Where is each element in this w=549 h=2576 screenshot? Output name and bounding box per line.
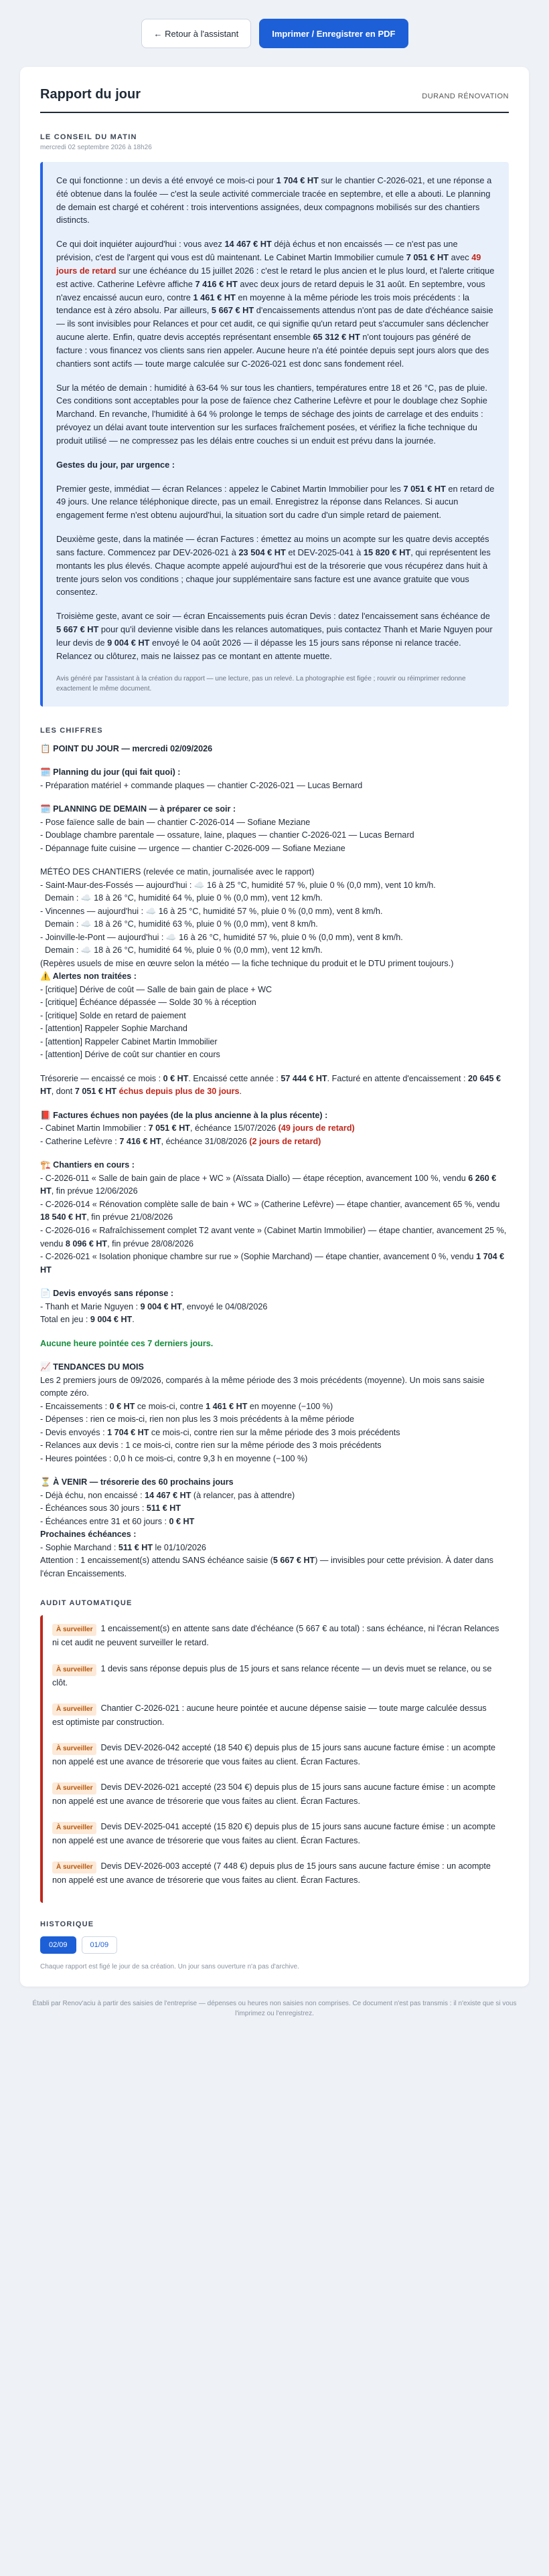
history-chips — [40, 1936, 509, 1954]
conseil-date: mercredi 02 septembre 2026 à 18h26 — [40, 144, 152, 151]
back-to-assistant-button[interactable]: ← Retour à l'assistant — [141, 19, 252, 48]
warning-badge: À surveiller — [52, 1861, 96, 1873]
list-item: Demain : ☁️ 18 à 26 °C, humidité 64 %, pluie 0 % (0,0 mm), vent 12 km/h. — [40, 893, 323, 903]
list-item: - Échéances sous 30 jours : 511 € HT — [40, 1503, 181, 1513]
advice-paragraph: Ce qui fonctionne : un devis a été envoyé ce mois-ci pour 1 704 € HT sur le chantier C-2026-021, et une réponse a été obtenue dans la foulée — c'est la seule activité commerciale tracée en septembre, et elle a abouti. Le planning de demain est chargé et cohérent : trois interventions assignées, deux compagnons mobilisés sur des chantiers distincts. — [56, 175, 492, 225]
historique-section-title: HISTORIQUE — [40, 1920, 94, 1929]
avenir-block — [40, 1476, 509, 1580]
planning-jour — [40, 766, 509, 792]
report-card — [20, 67, 529, 1987]
list-item: - C-2026-016 « Rafraîchissement complet T2 avant vente » (Cabinet Martin Immobilier) — étape chantier, avancement 25 %, vendu 8 096 € HT, fin prévue 28/08/2026 — [40, 1226, 509, 1249]
audit-item: À surveiller 1 devis sans réponse depuis plus de 15 jours et sans relance récente — un devis muet se relance, ou se clôt. — [52, 1663, 492, 1687]
advice-paragraph: Sur la météo de demain : humidité à 63-64 % sur tous les chantiers, températures entre 18 et 26 °C, pas de pluie. Ces conditions sont acceptables pour la pose de faïence chez Catherine Lefèvre et pour le doublage chez Sophie Marchand. En revanche, l'humidité à 64 % prolonge le temps de séchage des joints de carrelage et des enduits : prévoyez un délai avant toute intervention sur les surfaces fraîchement posées, et vérifiez la fiche technique du produit utilisé — ne compressez pas les délais entre couches si un enduit est prévu dans la journée. — [56, 382, 487, 446]
top-toolbar — [0, 0, 549, 67]
list-item: - Joinville-le-Pont — aujourd'hui : ☁️ 16 à 26 °C, humidité 57 %, pluie 0 % (0,0 mm), vent 8 km/h. — [40, 932, 403, 942]
audit-item: À surveiller 1 encaissement(s) en attente sans date d'échéance (5 667 € au total) : sans échéance, ni l'écran Relances ni cet audit ne peuvent surveiller le retard. — [52, 1624, 499, 1648]
advice-paragraph: Troisième geste, avant ce soir — écran Encaissements puis écran Devis : datez l'encaissement sans échéance de 5 667 € HT pour qu'il devienne visible dans les relances automatiques, puis contactez Thanh et Marie Nguyen pour leur devis de 9 004 € HT envoyé le 04 août 2026 — il dépasse les 15 jours sans réponse ni relance tracée. Relancez ou clôturez, mais ne laissez pas ce montant en attente muette. — [56, 611, 493, 661]
history-chip-current[interactable]: 02/09 — [40, 1936, 76, 1954]
audit-item: À surveiller Devis DEV-2025-041 accepté (15 820 €) depuis plus de 15 jours sans aucune facture émise : un acompte non appelé est une avance de trésorerie que vous faites au client. Écran Factures. — [52, 1822, 495, 1846]
planning-demain — [40, 803, 509, 855]
list-item: - C-2026-011 « Salle de bain gain de place + WC » (Aïssata Diallo) — étape réception, avancement 100 %, vendu 6 260 € HT, fin prévue 12/06/2026 — [40, 1173, 499, 1196]
list-item: - [attention] Rappeler Sophie Marchand — [40, 1024, 187, 1034]
pointage-line — [40, 1338, 509, 1351]
pointage-status: Aucune heure pointée ces 7 derniers jours. — [40, 1338, 214, 1348]
list-item: - Encaissements : 0 € HT ce mois-ci, contre 1 461 € HT en moyenne (−100 %) — [40, 1401, 333, 1411]
meteo-title: MÉTÉO DES CHANTIERS (relevée ce matin, journalisée avec le rapport) — [40, 867, 315, 877]
company-name: DURAND RÉNOVATION — [422, 92, 509, 100]
planning-demain-title: 🗓️ PLANNING DE DEMAIN — à préparer ce soir : — [40, 804, 236, 814]
audit-item: À surveiller Chantier C-2026-021 : aucune heure pointée et aucune dépense saisie — toute marge calculée dessus est optimiste par construction. — [52, 1703, 487, 1727]
list-item: - [attention] Dérive de coût sur chantier en cours — [40, 1050, 220, 1060]
warning-badge: À surveiller — [52, 1624, 96, 1636]
list-item: - C-2026-021 « Isolation phonique chambre sur rue » (Sophie Marchand) — étape chantier, avancement 0 %, vendu 1 704 € HT — [40, 1252, 507, 1275]
point-title: 📋 POINT DU JOUR — mercredi 02/09/2026 — [40, 743, 213, 753]
list-item: - [critique] Solde en retard de paiement — [40, 1010, 186, 1020]
audit-section-title: AUDIT AUTOMATIQUE — [40, 1599, 133, 1608]
history-note: Chaque rapport est figé le jour de sa création. Un jour sans ouverture n'a pas d'archive. — [40, 1963, 299, 1971]
tendances-intro: Les 2 premiers jours de 09/2026, comparés à la même période des 3 mois précédents (moyenne). Un mois sans saisie compte zéro. — [40, 1375, 487, 1398]
list-item: - Doublage chambre parentale — ossature, laine, plaques — chantier C-2026-021 — Lucas Bernard — [40, 830, 414, 840]
factures-echues — [40, 1109, 509, 1149]
point-du-jour — [40, 743, 509, 756]
print-pdf-button[interactable]: Imprimer / Enregistrer en PDF — [259, 19, 408, 48]
tresorerie-line: Trésorerie — encaissé ce mois : 0 € HT. Encaissé cette année : 57 444 € HT. Facturé en attente d'encaissement : 20 645 € HT, dont 7 051 € HT échus depuis plus de 30 jours. — [40, 1073, 503, 1097]
devis-total: Total en jeu : 9 004 € HT. — [40, 1315, 135, 1325]
prochaines-title: Prochaines échéances : — [40, 1530, 137, 1540]
audit-item: À surveiller Devis DEV-2026-003 accepté (7 448 €) depuis plus de 15 jours sans aucune facture émise : un acompte non appelé est une avance de trésorerie que vous faites au client. Écran Factures. — [52, 1861, 491, 1885]
factures-title: 📕 Factures échues non payées (de la plus ancienne à la plus récente) : — [40, 1110, 328, 1120]
avenir-title: ⏳ À VENIR — trésorerie des 60 prochains jours — [40, 1477, 234, 1487]
historique-section — [40, 1920, 509, 1970]
list-item: - [attention] Rappeler Cabinet Martin Immobilier — [40, 1036, 218, 1046]
audit-list — [40, 1615, 509, 1903]
list-item: - Déjà échu, non encaissé : 14 467 € HT (à relancer, pas à attendre) — [40, 1490, 295, 1500]
list-item: - Échéances entre 31 et 60 jours : 0 € HT — [40, 1516, 195, 1526]
devis-sans-reponse — [40, 1287, 509, 1327]
audit-section — [40, 1599, 509, 1903]
warning-badge: À surveiller — [52, 1822, 96, 1834]
list-item: - Catherine Lefèvre : 7 416 € HT, échéance 31/08/2026 (2 jours de retard) — [40, 1136, 321, 1146]
warning-badge: À surveiller — [52, 1782, 96, 1795]
warning-badge: À surveiller — [52, 1704, 96, 1716]
list-item: - [critique] Échéance dépassée — Solde 30 % à réception — [40, 998, 256, 1008]
chiffres-section — [40, 727, 509, 1581]
meteo-block — [40, 866, 509, 1062]
advice-gestes-title: Gestes du jour, par urgence : — [56, 459, 175, 470]
chantiers-title: 🏗️ Chantiers en cours : — [40, 1160, 135, 1170]
list-item: - Vincennes — aujourd'hui : ☁️ 16 à 25 °C, humidité 57 %, pluie 0 % (0,0 mm), vent 8 km/h. — [40, 906, 383, 916]
list-item: - Heures pointées : 0,0 h ce mois-ci, contre 9,3 h en moyenne (−100 %) — [40, 1453, 308, 1463]
warning-badge: À surveiller — [52, 1664, 96, 1676]
conseil-section — [40, 133, 509, 707]
list-item: - Préparation matériel + commande plaques — chantier C-2026-021 — Lucas Bernard — [40, 780, 363, 790]
tendances-title: 📈 TENDANCES DU MOIS — [40, 1362, 144, 1372]
conseil-section-title: LE CONSEIL DU MATIN — [40, 133, 137, 141]
list-item: - Dépenses : rien ce mois-ci, rien non plus les 3 mois précédents à la même période — [40, 1414, 354, 1424]
audit-item: À surveiller Devis DEV-2026-021 accepté (23 504 €) depuis plus de 15 jours sans aucune facture émise : un acompte non appelé est une avance de trésorerie que vous faites au client. Écran Factures. — [52, 1782, 495, 1806]
report-title: Rapport du jour — [40, 87, 141, 102]
page-footer: Établi par Renov'aciu à partir des saisies de l'entreprise — dépenses ou heures non saisies non comprises. Ce document n'est pas transmis : il n'existe que si vous l'imprimez ou l'enregistrez. — [32, 2000, 517, 2018]
chiffres-section-title: LES CHIFFRES — [40, 726, 103, 735]
list-item: - Saint-Maur-des-Fossés — aujourd'hui : ☁️ 16 à 25 °C, humidité 57 %, pluie 0 % (0,0 mm), vent 10 km/h. — [40, 880, 436, 890]
history-chip[interactable]: 01/09 — [82, 1936, 118, 1954]
list-item: - Devis envoyés : 1 704 € HT ce mois-ci, contre rien sur la même période des 3 mois précédents — [40, 1427, 400, 1437]
list-item: - Dépannage fuite cuisine — urgence — chantier C-2026-009 — Sofiane Meziane — [40, 843, 345, 853]
list-item: Demain : ☁️ 18 à 26 °C, humidité 63 %, pluie 0 % (0,0 mm), vent 8 km/h. — [40, 919, 318, 929]
report-header — [40, 87, 509, 113]
list-item: - Pose faïence salle de bain — chantier C-2026-014 — Sofiane Meziane — [40, 817, 311, 827]
advice-box — [40, 162, 509, 707]
advice-paragraph: Premier geste, immédiat — écran Relances : appelez le Cabinet Martin Immobilier pour les 7 051 € HT en retard de 49 jours. Une relance téléphonique directe, pas un email. Enregistrez la réponse dans Relances. Si aucun engagement ferme n'est obtenu aujourd'hui, la situation sort du cadre d'un simple retard de paiement. — [56, 483, 495, 521]
list-item: - Cabinet Martin Immobilier : 7 051 € HT, échéance 15/07/2026 (49 jours de retard) — [40, 1123, 355, 1133]
list-item: - Sophie Marchand : 511 € HT le 01/10/2026 — [40, 1542, 206, 1552]
list-item: - Thanh et Marie Nguyen : 9 004 € HT, envoyé le 04/08/2026 — [40, 1301, 268, 1311]
advice-paragraph: Deuxième geste, dans la matinée — écran Factures : émettez au moins un acompte sur les quatre devis acceptés sans facture. Commencez par DEV-2026-021 à 23 504 € HT et DEV-2025-041 à 15 820 € HT, qui représentent les montants les plus élevés. Chaque acompte appelé aujourd'hui est de la trésorerie que vous récupérez dans huit à trente jours selon vos conditions ; chaque jour supplémentaire sans facture est une avance gratuite que vous consentez. — [56, 534, 491, 597]
list-item: - C-2026-014 « Rénovation complète salle de bain + WC » (Catherine Lefèvre) — étape chantier, avancement 65 %, vendu 18 540 € HT, fin prévue 21/08/2026 — [40, 1199, 502, 1222]
chantiers-en-cours — [40, 1159, 509, 1277]
list-item: (Repères usuels de mise en œuvre selon la météo — la fiche technique du produit et le DTU priment toujours.) — [40, 958, 454, 968]
audit-item: À surveiller Devis DEV-2026-042 accepté (18 540 €) depuis plus de 15 jours sans aucune facture émise : un acompte non appelé est une avance de trésorerie que vous faites au client. Écran Factures. — [52, 1742, 495, 1766]
devis-title: 📄 Devis envoyés sans réponse : — [40, 1289, 174, 1299]
list-item: Demain : ☁️ 18 à 26 °C, humidité 64 %, pluie 0 % (0,0 mm), vent 12 km/h. — [40, 945, 323, 955]
tendances-block — [40, 1361, 509, 1465]
advice-footnote: Avis généré par l'assistant à la création du rapport — une lecture, pas un relevé. La photographie est figée ; rouvrir ou réimprimer redonne exactement le même document. — [56, 674, 466, 693]
attention-note: Attention : 1 encaissement(s) attendu SANS échéance saisie (5 667 € HT) — invisibles pour cette prévision. À dater dans l'écran Encaissements. — [40, 1556, 496, 1578]
planning-jour-title: 🗓️ Planning du jour (qui fait quoi) : — [40, 767, 181, 777]
alertes-title: ⚠️ Alertes non traitées : — [40, 972, 137, 982]
list-item: - Relances aux devis : 1 ce mois-ci, contre rien sur la même période des 3 mois précédents — [40, 1441, 382, 1451]
list-item: - [critique] Dérive de coût — Salle de bain gain de place + WC — [40, 984, 272, 994]
warning-badge: À surveiller — [52, 1743, 96, 1755]
advice-paragraph: Ce qui doit inquiéter aujourd'hui : vous avez 14 467 € HT déjà échus et non encaissés — ce n'est pas une prévision, c'est de l'argent qui vous est dû maintenant. Le Cabinet Martin Immobilier cumule 7 051 € HT avec 49 jours de retard sur une échéance du 15 juillet 2026 : c'est le retard le plus ancien et le plus lourd, et l'alerte critique est active. Catherine Lefèvre affiche 7 416 € HT avec deux jours de retard depuis le 31 août. En septembre, vous n'avez encaissé aucun euro, contre 1 461 € HT en moyenne à la même période les trois mois précédents : la tendance est à zéro absolu. Par ailleurs, 5 667 € HT d'encaissements attendus n'ont pas de date d'échéance saisie — ils sont invisibles pour Relances et pour cet audit, ce qui signifie qu'un retard peut s'accumuler sans déclencher aucune alerte. Enfin, quatre devis acceptés représentant ensemble 65 312 € HT n'ont toujours pas généré de facture : vous financez vos clients sans rien appeler. Aucune heure n'a été pointée depuis sept jours alors que des chantiers sont actifs — toute marge calculée sur C-2026-021 est donc sans fondement réel. — [56, 239, 495, 369]
